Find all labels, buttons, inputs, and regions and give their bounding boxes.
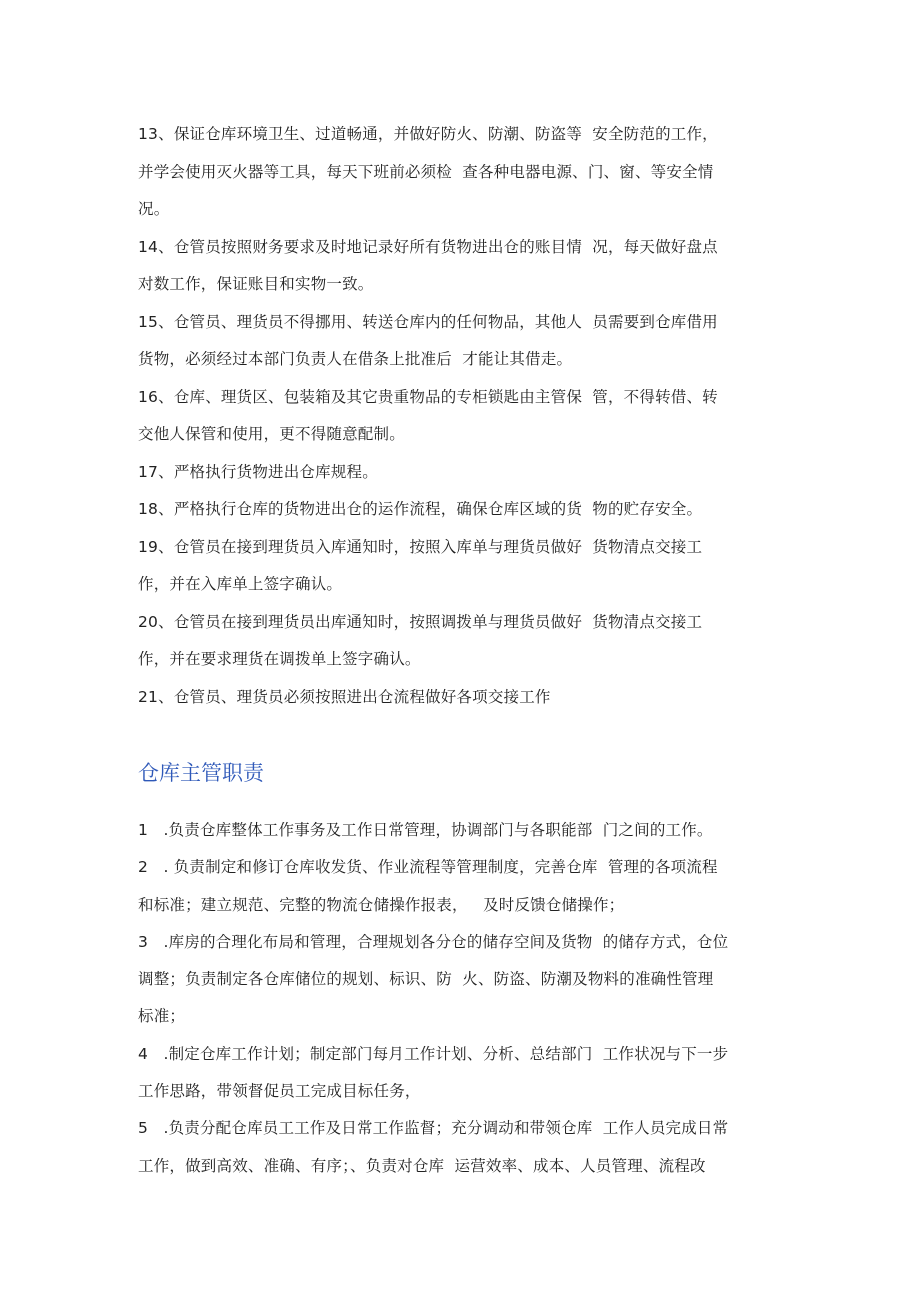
text-line: 18、严格执行仓库的货物进出仓的运作流程，确保仓库区域的货 物的贮存安全。 (138, 500, 703, 518)
text-line: 作，并在入库单上签字确认。 (138, 575, 343, 593)
text-line: 5 .负责分配仓库员工工作及日常工作监督；充分调动和带领仓库 工作人员完成日常 (138, 1119, 729, 1138)
text-line: 工作，做到高效、准确、有序；、负责对仓库 运营效率、成本、人员管理、流程改 (138, 1156, 706, 1175)
list-item (138, 491, 768, 529)
section-heading: 仓库主管职责 (138, 761, 264, 785)
text-line: 14、仓管员按照财务要求及时地记录好所有货物进出仓的账目情 况，每天做好盘点 (138, 237, 718, 256)
text-line: 交他人保管和使用，更不得随意配制。 (138, 425, 405, 443)
list-item (138, 454, 768, 492)
text-line: 工作思路，带领督促员工完成目标任务， (138, 1082, 421, 1101)
text-line: 13、保证仓库环境卫生、过道畅通，并做好防火、防潮、防盗等 安全防范的工作， (138, 125, 718, 143)
list-item (138, 304, 768, 379)
text-line: 4 .制定仓库工作计划；制定部门每月工作计划、分析、总结部门 工作状况与下一步 (138, 1044, 729, 1063)
text-line: 3 .库房的合理化布局和管理，合理规划各分仓的储存空间及货物 的储存方式，仓位 (138, 932, 729, 951)
list-item (138, 604, 768, 679)
list-item (138, 812, 768, 849)
text-line: 15、仓管员、理货员不得挪用、转送仓库内的任何物品，其他人 员需要到仓库借用 (138, 312, 718, 331)
text-line: 21、仓管员、理货员必须按照进出仓流程做好各项交接工作 (138, 687, 551, 706)
text-line: 标准； (138, 1007, 186, 1026)
list-item (138, 529, 768, 604)
list-item (138, 679, 768, 717)
document-page (138, 116, 768, 1185)
text-line: 19、仓管员在接到理货员入库通知时，按照入库单与理货员做好 货物清点交接工 (138, 537, 703, 556)
duties-list (138, 812, 768, 1185)
text-line: 20、仓管员在接到理货员出库通知时，按照调拨单与理货员做好 货物清点交接工 (138, 612, 703, 631)
text-line: 并学会使用灭火器等工具，每天下班前必须检 查各种电器电源、门、窗、等安全情 (138, 162, 714, 181)
text-line: 对数工作，保证账目和实物一致。 (138, 275, 374, 293)
list-item (138, 924, 768, 1036)
list-item (138, 1036, 768, 1111)
rules-list (138, 116, 768, 716)
text-line: 货物，必须经过本部门负责人在借条上批准后 才能让其借走。 (138, 350, 573, 368)
text-line: 1 .负责仓库整体工作事务及工作日常管理，协调部门与各职能部 门之间的工作。 (138, 821, 713, 839)
text-line: 2 . 负责制定和修订仓库收发货、作业流程等管理制度，完善仓库 管理的各项流程 (138, 858, 718, 877)
text-line: 作，并在要求理货在调拨单上签字确认。 (138, 650, 421, 668)
text-line: 调整；负责制定各仓库储位的规划、标识、防 火、防盗、防潮及物料的准确性管理 (138, 970, 714, 989)
list-item (138, 1110, 768, 1185)
text-line: 16、仓库、理货区、包装箱及其它贵重物品的专柜锁匙由主管保 管，不得转借、转 (138, 387, 718, 406)
list-item (138, 849, 768, 924)
list-item (138, 116, 768, 229)
text-line: 17、严格执行货物进出仓库规程。 (138, 462, 378, 481)
text-line: 况。 (138, 200, 170, 218)
text-line: 和标准；建立规范、完整的物流仓储操作报表， 及时反馈仓储操作； (138, 895, 625, 914)
list-item (138, 379, 768, 454)
list-item (138, 229, 768, 304)
